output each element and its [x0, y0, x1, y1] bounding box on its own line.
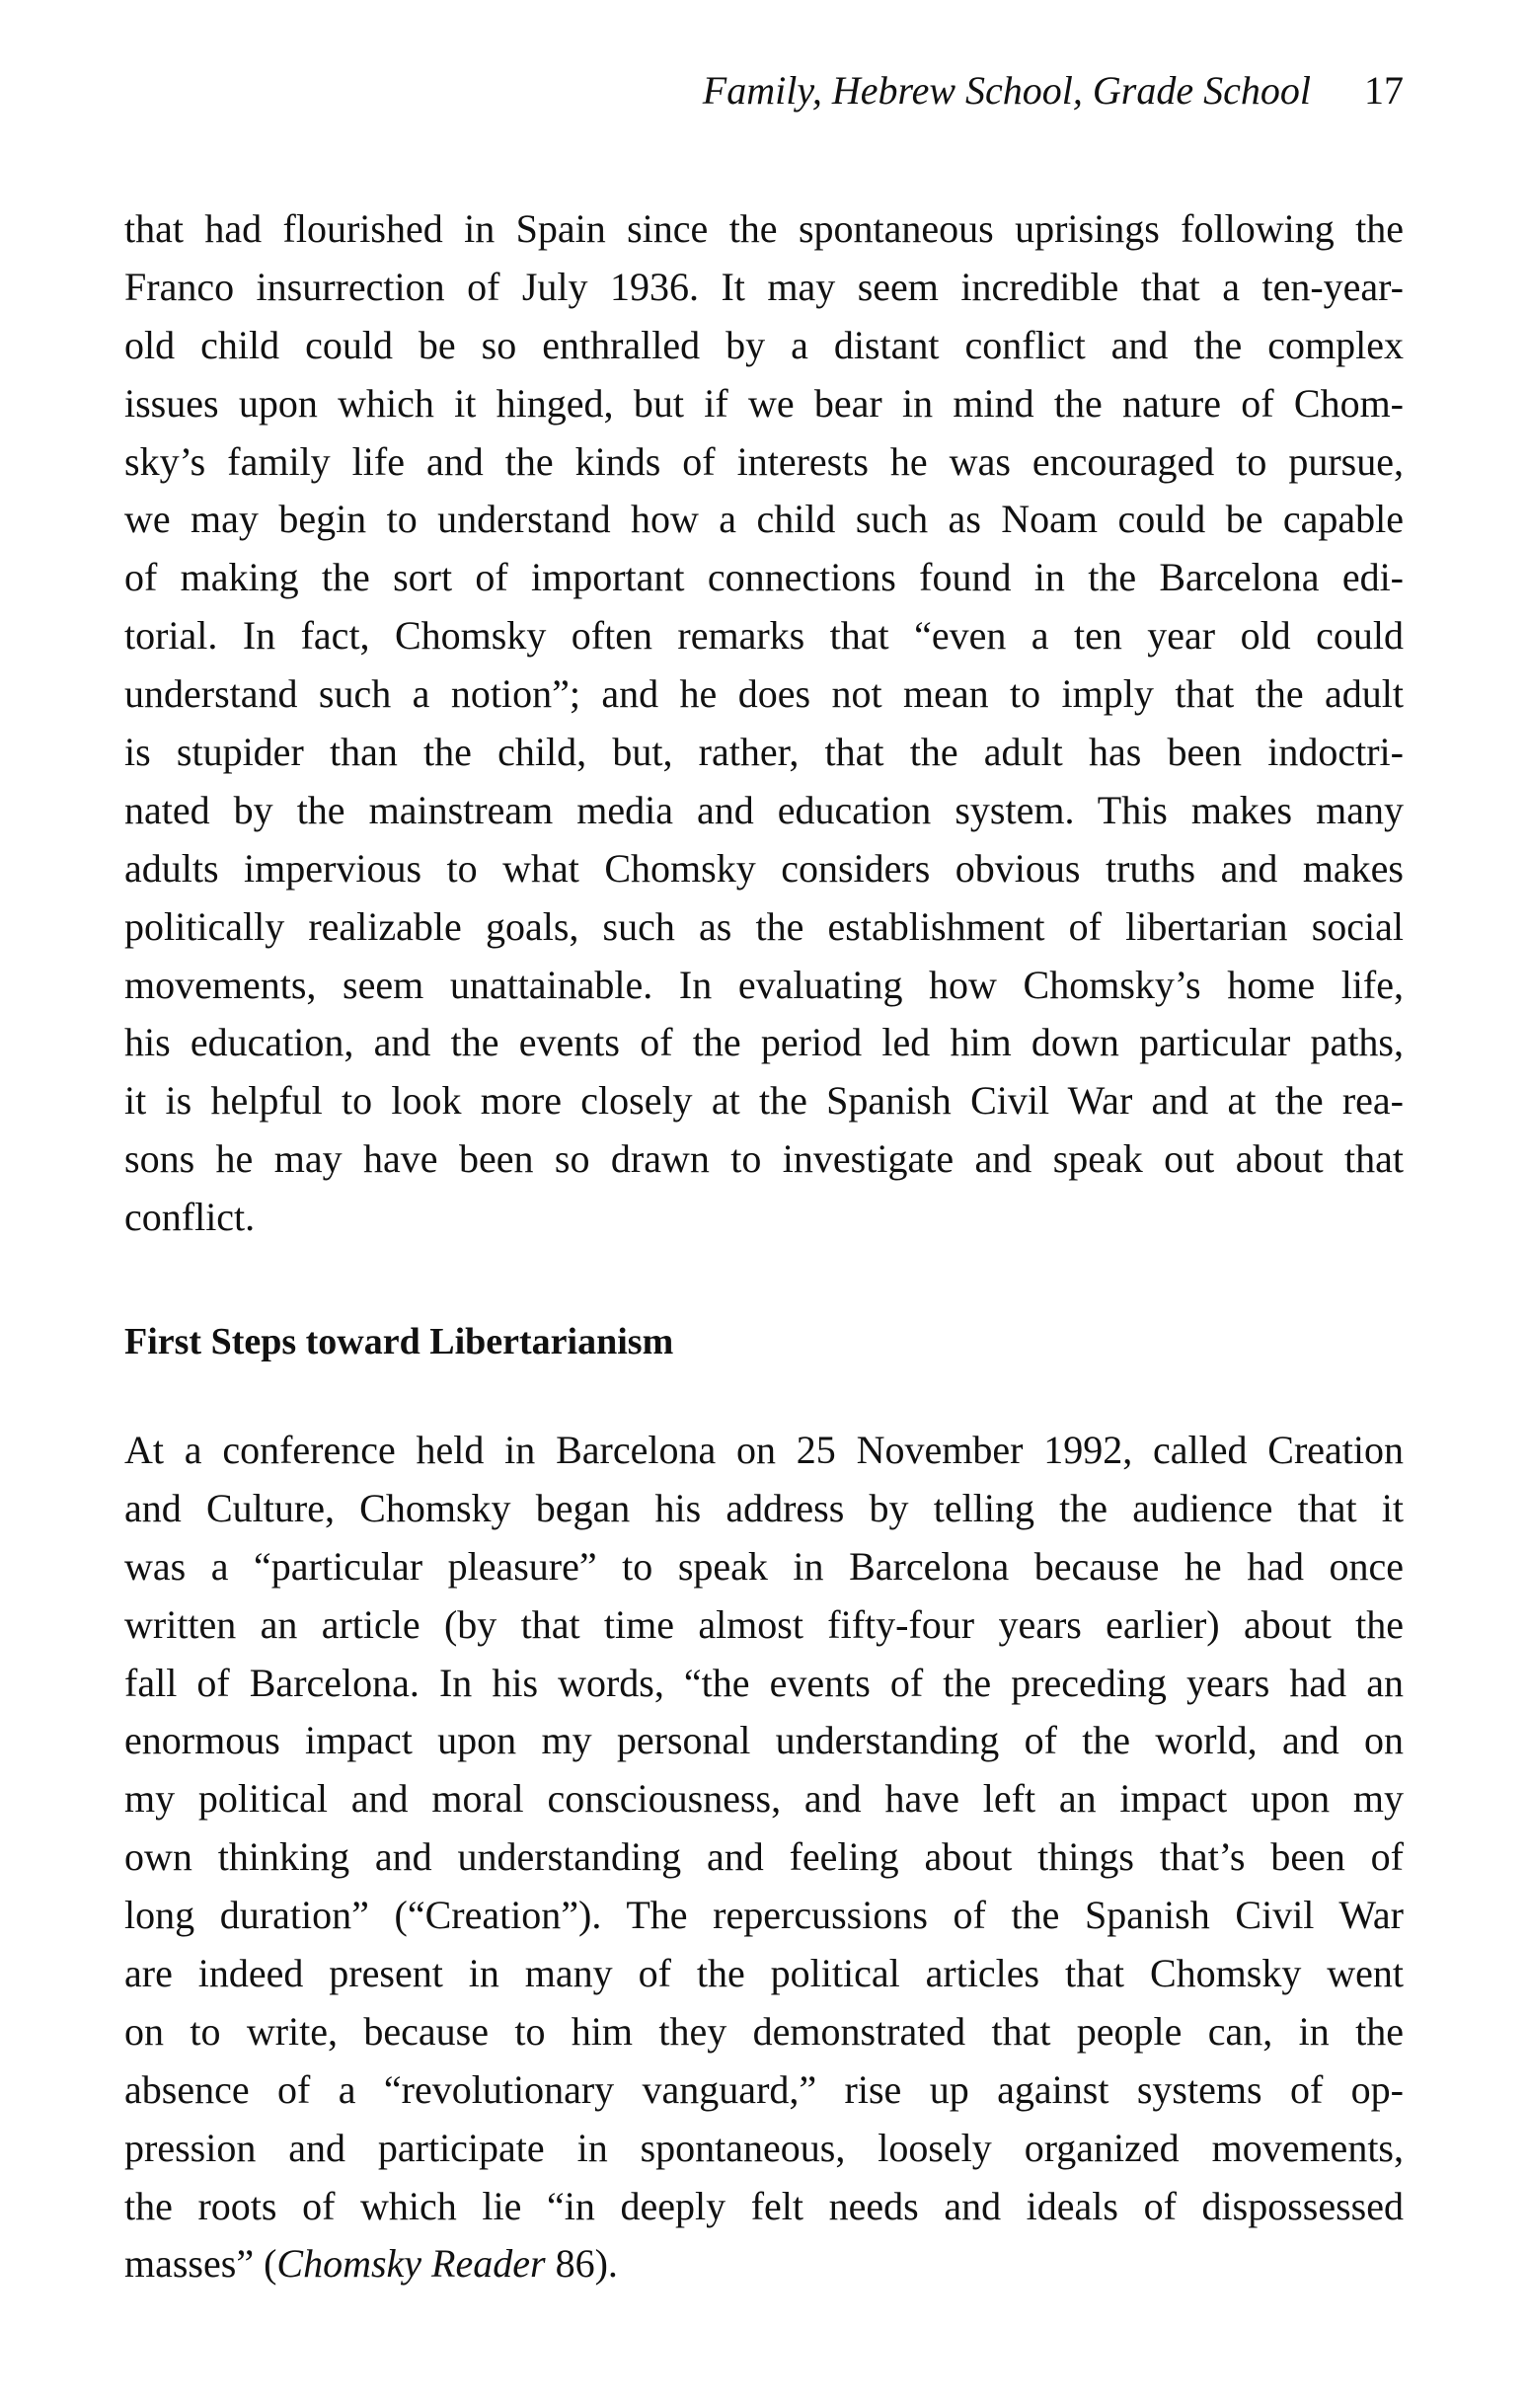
- text-fragment: 86).: [545, 2241, 618, 2287]
- text-line: are indeed present in many of the political articles that Chomsky went: [124, 1951, 1404, 1996]
- text-line: movements, seem unattainable. In evaluating how Chomsky’s home life,: [124, 962, 1404, 1007]
- text-line: adults impervious to what Chomsky considers obvious truths and makes: [124, 845, 1404, 891]
- text-line: absence of a “revolutionary vanguard,” rise up against systems of op-: [124, 2066, 1404, 2112]
- text-line: his education, and the events of the period led him down particular paths,: [124, 1020, 1404, 1065]
- text-line: is stupider than the child, but, rather, that the adult has been indoctri-: [124, 730, 1404, 775]
- text-line: [124, 2235, 1404, 2293]
- text-line: on to write, because to him they demonstrated that people can, in the: [124, 2008, 1404, 2054]
- paragraph-2-text: [124, 1422, 1404, 2293]
- text-line: enormous impact upon my personal understanding of the world, and on: [124, 1718, 1404, 1763]
- text-line: the roots of which lie “in deeply felt needs and ideals of dispossessed: [124, 2183, 1404, 2228]
- text-line: was a “particular pleasure” to speak in Barcelona because he had once: [124, 1543, 1404, 1589]
- text-line: sky’s family life and the kinds of interests he was encouraged to pursue,: [124, 438, 1404, 484]
- text-line: we may begin to understand how a child such as Noam could be capable: [124, 497, 1404, 542]
- text-line: nated by the mainstream media and education system. This makes many: [124, 787, 1404, 832]
- paragraph-1: [124, 200, 1404, 1247]
- text-line: of making the sort of important connections found in the Barcelona edi-: [124, 555, 1404, 600]
- section-heading: First Steps toward Libertarianism: [124, 1321, 674, 1362]
- text-line: Franco insurrection of July 1936. It may seem incredible that a ten-year-: [124, 264, 1404, 309]
- text-line: issues upon which it hinged, but if we bear in mind the nature of Chom-: [124, 380, 1404, 426]
- text-line: old child could be so enthralled by a distant conflict and the complex: [124, 322, 1404, 367]
- text-line: sons he may have been so drawn to investigate and speak out about that: [124, 1136, 1404, 1182]
- running-head: [124, 68, 1404, 113]
- text-line: my political and moral consciousness, and have left an impact upon my: [124, 1776, 1404, 1822]
- text-line: At a conference held in Barcelona on 25 November 1992, called Creation: [124, 1428, 1404, 1472]
- text-line: long duration” (“Creation”). The repercussions of the Spanish Civil War: [124, 1893, 1404, 1938]
- text-line: politically realizable goals, such as the establishment of libertarian social: [124, 903, 1404, 949]
- text-line: that had flourished in Spain since the spontaneous uprisings following the: [124, 206, 1404, 251]
- text-line: torial. In fact, Chomsky often remarks that “even a ten year old could: [124, 613, 1404, 659]
- text-fragment: masses” (: [124, 2241, 277, 2287]
- running-head-title: Family, Hebrew School, Grade School: [702, 68, 1311, 113]
- paragraph-1-text: [124, 200, 1404, 1247]
- text-line: it is helpful to look more closely at the Spanish Civil War and at the rea-: [124, 1078, 1404, 1124]
- text-line: pression and participate in spontaneous, loosely organized movements,: [124, 2125, 1404, 2170]
- page-number: 17: [1364, 68, 1404, 113]
- text-line: written an article (by that time almost fifty-four years earlier) about the: [124, 1601, 1404, 1647]
- text-line: own thinking and understanding and feeling about things that’s been of: [124, 1834, 1404, 1880]
- paragraph-2: [124, 1422, 1404, 2293]
- text-line: fall of Barcelona. In his words, “the events of the preceding years had an: [124, 1660, 1404, 1705]
- book-title: Chomsky Reader: [276, 2241, 546, 2287]
- text-line: conflict.: [124, 1195, 256, 1240]
- text-line: and Culture, Chomsky began his address by telling the audience that it: [124, 1485, 1404, 1530]
- text-line: understand such a notion”; and he does not mean to imply that the adult: [124, 671, 1404, 717]
